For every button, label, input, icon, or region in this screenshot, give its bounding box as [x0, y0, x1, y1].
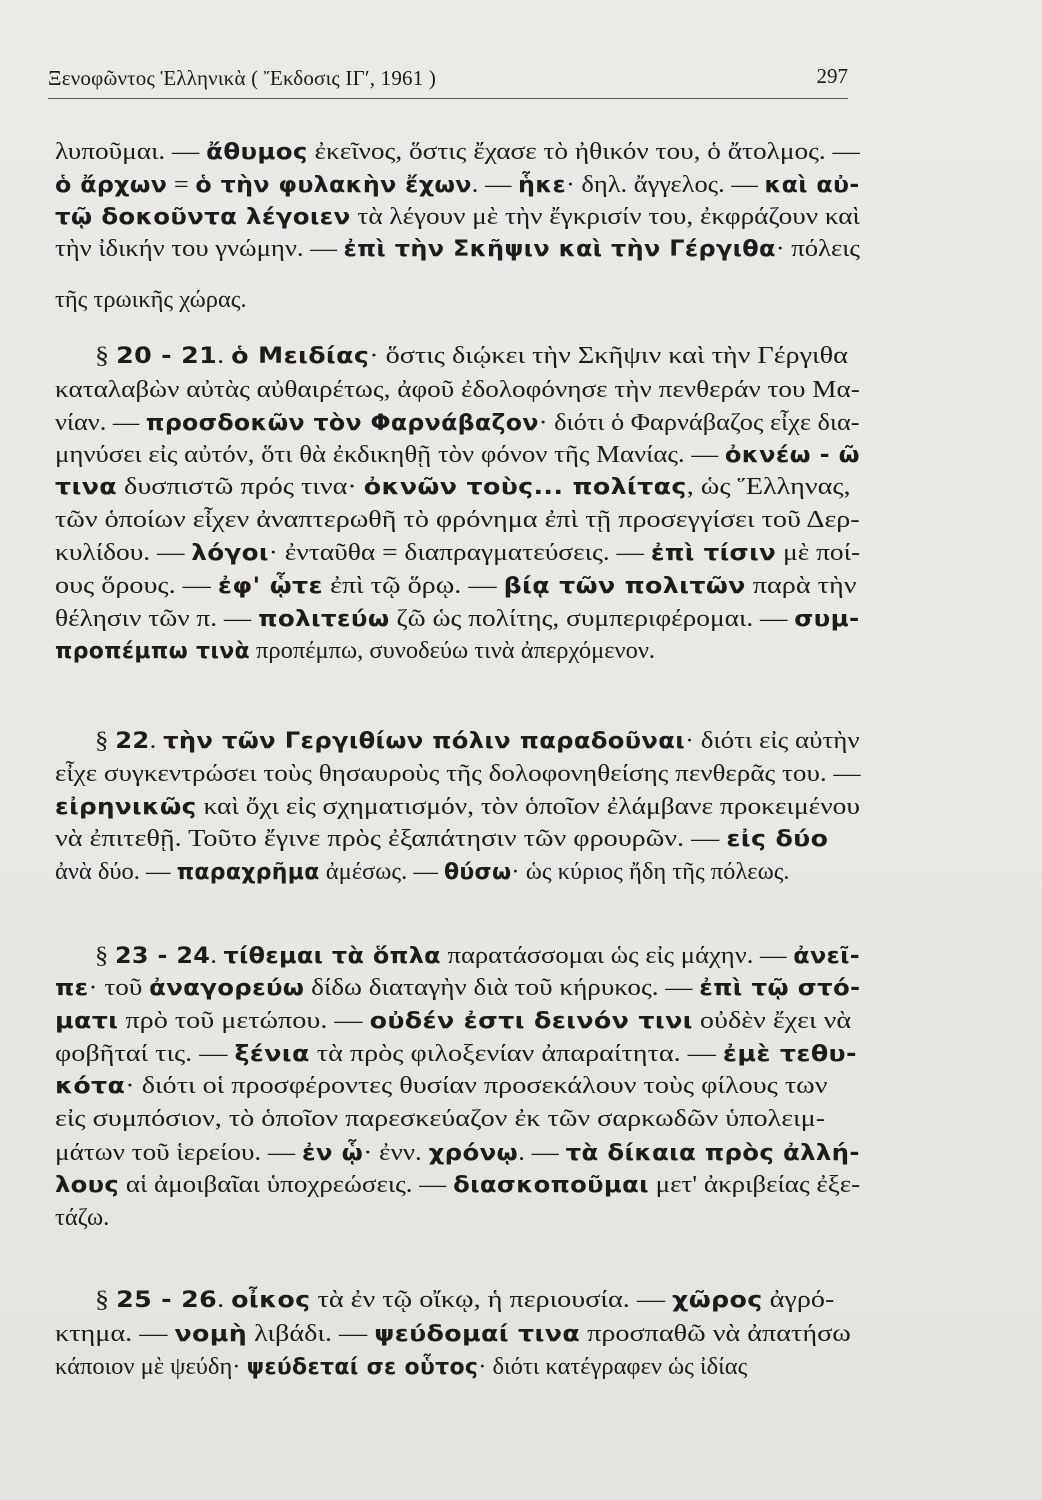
gloss-text: αἱ ἀμοιβαῖαι ὑποχρεώσεις. — — [119, 1171, 454, 1198]
headword: ξένια — [234, 1042, 310, 1067]
gloss-text: · ἐνταῦθα = διαπραγματεύσεις. — — [268, 539, 651, 566]
text-line — [55, 574, 856, 599]
gloss-text: μάτων τοῦ ἱερείου. — — [55, 1139, 302, 1166]
headword: προσδοκῶν τὸν Φαρνάβαζον — [145, 411, 539, 436]
text-line — [55, 1173, 860, 1198]
headword: θύσω — [443, 860, 512, 885]
headword: συμ- — [794, 607, 860, 632]
gloss-text: εἶχε συγκεντρώσει τοὺς θησαυροὺς τῆς δολοφονηθείσης πενθερᾶς του. — — [55, 760, 861, 787]
headword: ἧκε — [518, 173, 567, 198]
headword: λους — [55, 1173, 120, 1198]
gloss-text: ἀμέσως. — — [319, 858, 444, 885]
gloss-text: μὲ ποί- — [776, 539, 861, 566]
headword: ἐπὶ τῷ στό- — [699, 976, 861, 1001]
text-line — [55, 860, 790, 885]
gloss-text: · ἐνν. — [363, 1139, 429, 1166]
headword: ὁ Μειδίας — [231, 344, 370, 369]
gloss-text: . — [217, 342, 232, 369]
gloss-text: · πόλεις — [775, 235, 860, 262]
headword: ματι — [55, 1009, 119, 1034]
gloss-text: τὰ λέγουν μὲ τὴν ἔγκρισίν του, ἐκφράζουν καὶ — [350, 203, 860, 230]
headword: ἐπὶ τίσιν — [650, 541, 777, 566]
gloss-text: ἐπὶ τῷ ὅρῳ. — — [322, 572, 504, 599]
headword: ὁ τὴν φυλακὴν ἔχων — [195, 173, 472, 198]
gloss-text: ἀνὰ δύο. — — [55, 858, 177, 885]
running-header — [48, 62, 848, 99]
gloss-text: κτημα. — — [55, 1320, 175, 1347]
gloss-text: δίδω διαταγὴν διὰ τοῦ κήρυκος. — — [304, 974, 700, 1001]
gloss-text: νίαν. — — [55, 409, 146, 436]
headword: τινα — [55, 475, 118, 500]
headword: ἐπὶ τὴν Σκῆψιν καὶ τὴν Γέργιθα — [343, 237, 776, 262]
headword: τῷ δοκοῦντα λέγοιεν — [55, 205, 351, 230]
text-line — [95, 944, 860, 969]
headword: βίᾳ τῶν πολιτῶν — [503, 574, 746, 599]
text-line — [55, 237, 860, 262]
text-line — [55, 827, 828, 852]
gloss-text: . — [217, 1286, 232, 1313]
headword: ἐφ' ᾧτε — [217, 574, 323, 599]
text-line — [55, 378, 860, 403]
headword: 25 - 26 — [116, 1288, 218, 1313]
gloss-text: κάποιον μὲ ψεύδη· — [55, 1353, 247, 1380]
headword: ὀκνῶν τοὺς... πολίτας — [363, 475, 687, 500]
headword: οὐδέν ἐστι δεινόν τινι — [369, 1009, 693, 1034]
text-line — [55, 443, 860, 468]
headword: διασκοποῦμαι — [453, 1173, 649, 1198]
text-line — [95, 344, 848, 369]
gloss-text: · διότι ὁ Φαρνάβαζος εἶχε δια- — [538, 409, 860, 436]
text-line — [55, 1107, 825, 1132]
gloss-text: = — [167, 171, 196, 198]
text-line — [55, 1355, 747, 1380]
headword: ὁ ἄρχων — [55, 173, 168, 198]
text-line — [55, 411, 860, 436]
headword: ψεύδομαί τινα — [374, 1322, 581, 1347]
gloss-text: . — — [471, 171, 519, 198]
text-line — [55, 762, 861, 787]
headword: εἰρηνικῶς — [55, 795, 197, 820]
text-line — [95, 729, 860, 754]
headword: 20 - 21 — [116, 344, 218, 369]
gloss-text: , ὡς Ἕλληνας, — [686, 473, 851, 500]
gloss-text: νὰ ἐπιτεθῇ. Τοῦτο ἔγινε πρὸς ἐξαπάτησιν τῶν φρουρῶν. — — [55, 825, 727, 852]
text-line — [55, 795, 860, 820]
gloss-text: τὰ ἐν τῷ οἴκῳ, ἡ περιουσία. — — [310, 1286, 673, 1313]
headword: κότα — [55, 1074, 126, 1099]
text-line — [55, 288, 247, 313]
gloss-text: § — [95, 1286, 117, 1313]
text-line — [55, 976, 861, 1001]
headword: ἄθυμος — [206, 140, 308, 165]
text-line — [55, 1009, 851, 1034]
headword: τίθεμαι τὰ ὅπλα — [223, 944, 441, 969]
gloss-text: κυλίδου. — — [55, 539, 192, 566]
gloss-text: φοβῆταί τις. — — [55, 1040, 235, 1067]
headword: ἀναγορεύω — [149, 976, 305, 1001]
headword: νομὴ — [174, 1322, 248, 1347]
text-line — [55, 1074, 827, 1099]
headword: εἰς δύο — [726, 827, 829, 852]
gloss-text: θέλησιν τῶν π. — — [55, 605, 259, 632]
headword: πολιτεύω — [258, 607, 390, 632]
text-line — [55, 508, 860, 533]
headword: ψεύδεταί σε οὗτος — [246, 1355, 479, 1380]
gloss-text: § — [95, 342, 117, 369]
headword: πε — [55, 976, 89, 1001]
page-number: 297 — [816, 64, 848, 88]
gloss-text: πρὸ τοῦ μετώπου. — — [118, 1007, 370, 1034]
gloss-text: ζῶ ὡς πολίτης, συμπεριφέρομαι. — — [389, 605, 795, 632]
gloss-text: ους ὅρους. — — [55, 572, 218, 599]
running-title: Ξενοφῶντος Ἑλληνικὰ ( Ἔκδοσις ΙΓʹ, 1961 ) — [48, 66, 437, 90]
gloss-text: παρὰ τὴν — [745, 572, 857, 599]
headword: καὶ αὐ- — [764, 173, 860, 198]
text-line — [55, 173, 860, 198]
gloss-text: μηνύσει εἰς αὐτόν, ὅτι θὰ ἐκδικηθῇ τὸν φόνον τῆς Μανίας. — — [55, 441, 725, 468]
gloss-text: τὴν ἰδικήν του γνώμην. — — [55, 235, 344, 262]
headword: προπέμπω τινὰ — [55, 639, 250, 664]
text-line — [55, 1141, 860, 1166]
text-line — [55, 1322, 851, 1347]
gloss-text: τάζω. — [55, 1204, 110, 1231]
gloss-text: προσπαθῶ νὰ ἀπατήσω — [580, 1320, 851, 1347]
gloss-text: ἀγρό- — [762, 1286, 835, 1313]
text-line — [55, 1206, 109, 1231]
headword: οἶκος — [231, 1288, 311, 1313]
gloss-text: οὐδὲν ἔχει νὰ — [692, 1007, 852, 1034]
text-line — [55, 1042, 857, 1067]
headword: παραχρῆμα — [176, 860, 320, 885]
gloss-text: τὰ πρὸς φιλοξενίαν ἀπαραίτητα. — — [309, 1040, 723, 1067]
gloss-text: λυποῦμαι. — — [55, 138, 207, 165]
headword: τὴν τῶν Γεργιθίων πόλιν παραδοῦναι — [163, 729, 685, 754]
gloss-text: καὶ ὄχι εἰς σχηματισμόν, τὸν ὁποῖον ἐλάμβανε προκειμένου — [196, 793, 860, 820]
gloss-text: · διότι εἰς αὐτὴν — [684, 727, 860, 754]
text-line — [55, 475, 851, 500]
text-line — [95, 1288, 834, 1313]
text-line — [55, 205, 860, 230]
headword: χρόνῳ — [428, 1141, 519, 1166]
gloss-text: . — [210, 942, 224, 969]
gloss-text: μετ' ἀκριβείας ἐξε- — [648, 1171, 861, 1198]
headword: 22 — [115, 729, 150, 754]
gloss-text: τῆς τρωικῆς χώρας. — [55, 286, 247, 313]
headword: ἀνεῖ- — [793, 944, 861, 969]
gloss-text: · ὅστις διῴκει τὴν Σκῆψιν καὶ τὴν Γέργιθα — [369, 342, 848, 369]
headword: λόγοι — [191, 541, 269, 566]
headword: 23 - 24 — [114, 944, 211, 969]
gloss-text: λιβάδι. — — [247, 1320, 375, 1347]
headword: ἐμὲ τεθυ- — [722, 1042, 857, 1067]
gloss-text: δυσπιστῶ πρός τινα· — [117, 473, 364, 500]
text-line — [55, 607, 860, 632]
gloss-text: εἰς συμπόσιον, τὸ ὁποῖον παρεσκεύαζον ἐκ τῶν σαρκωδῶν ὑπολειμ- — [55, 1105, 826, 1132]
gloss-text: § — [95, 727, 116, 754]
text-line — [55, 639, 655, 664]
headword: τὰ δίκαια πρὸς ἀλλή- — [565, 1141, 860, 1166]
headword: ὀκνέω - ῶ — [724, 443, 860, 468]
gloss-text: · τοῦ — [88, 974, 150, 1001]
gloss-text: καταλαβὼν αὐτὰς αὐθαιρέτως, ἀφοῦ ἐδολοφόνησε τὴν πενθεράν του Μα- — [55, 376, 860, 403]
gloss-text: · διότι κατέγραφεν ὡς ἰδίας — [478, 1353, 748, 1380]
gloss-text: ἐκεῖνος, ὅστις ἔχασε τὸ ἠθικόν του, ὁ ἄτολμος. — — [307, 138, 860, 165]
gloss-text: παρατάσσομαι ὡς εἰς μάχην. — — [440, 942, 794, 969]
headword: χῶρος — [672, 1288, 763, 1313]
headword: ἐν ᾧ — [301, 1141, 364, 1166]
gloss-text: τῶν ὁποίων εἶχεν ἀναπτερωθῆ τὸ φρόνημα ἐπὶ τῇ προσεγγίσει τοῦ Δερ- — [55, 506, 860, 533]
gloss-text: § — [95, 942, 115, 969]
gloss-text: · ὡς κύριος ἤδη τῆς πόλεως. — [511, 858, 790, 885]
text-line — [55, 541, 860, 566]
gloss-text: προπέμπω, συνοδεύω τινὰ ἀπερχόμενον. — [249, 637, 656, 664]
gloss-text: . — — [518, 1139, 566, 1166]
gloss-text: · δηλ. ἄγγελος. — — [566, 171, 765, 198]
gloss-text: · διότι οἱ προσφέροντες θυσίαν προσεκάλουν τοὺς φίλους των — [125, 1072, 828, 1099]
gloss-text: . — [149, 727, 164, 754]
text-line — [55, 140, 860, 165]
